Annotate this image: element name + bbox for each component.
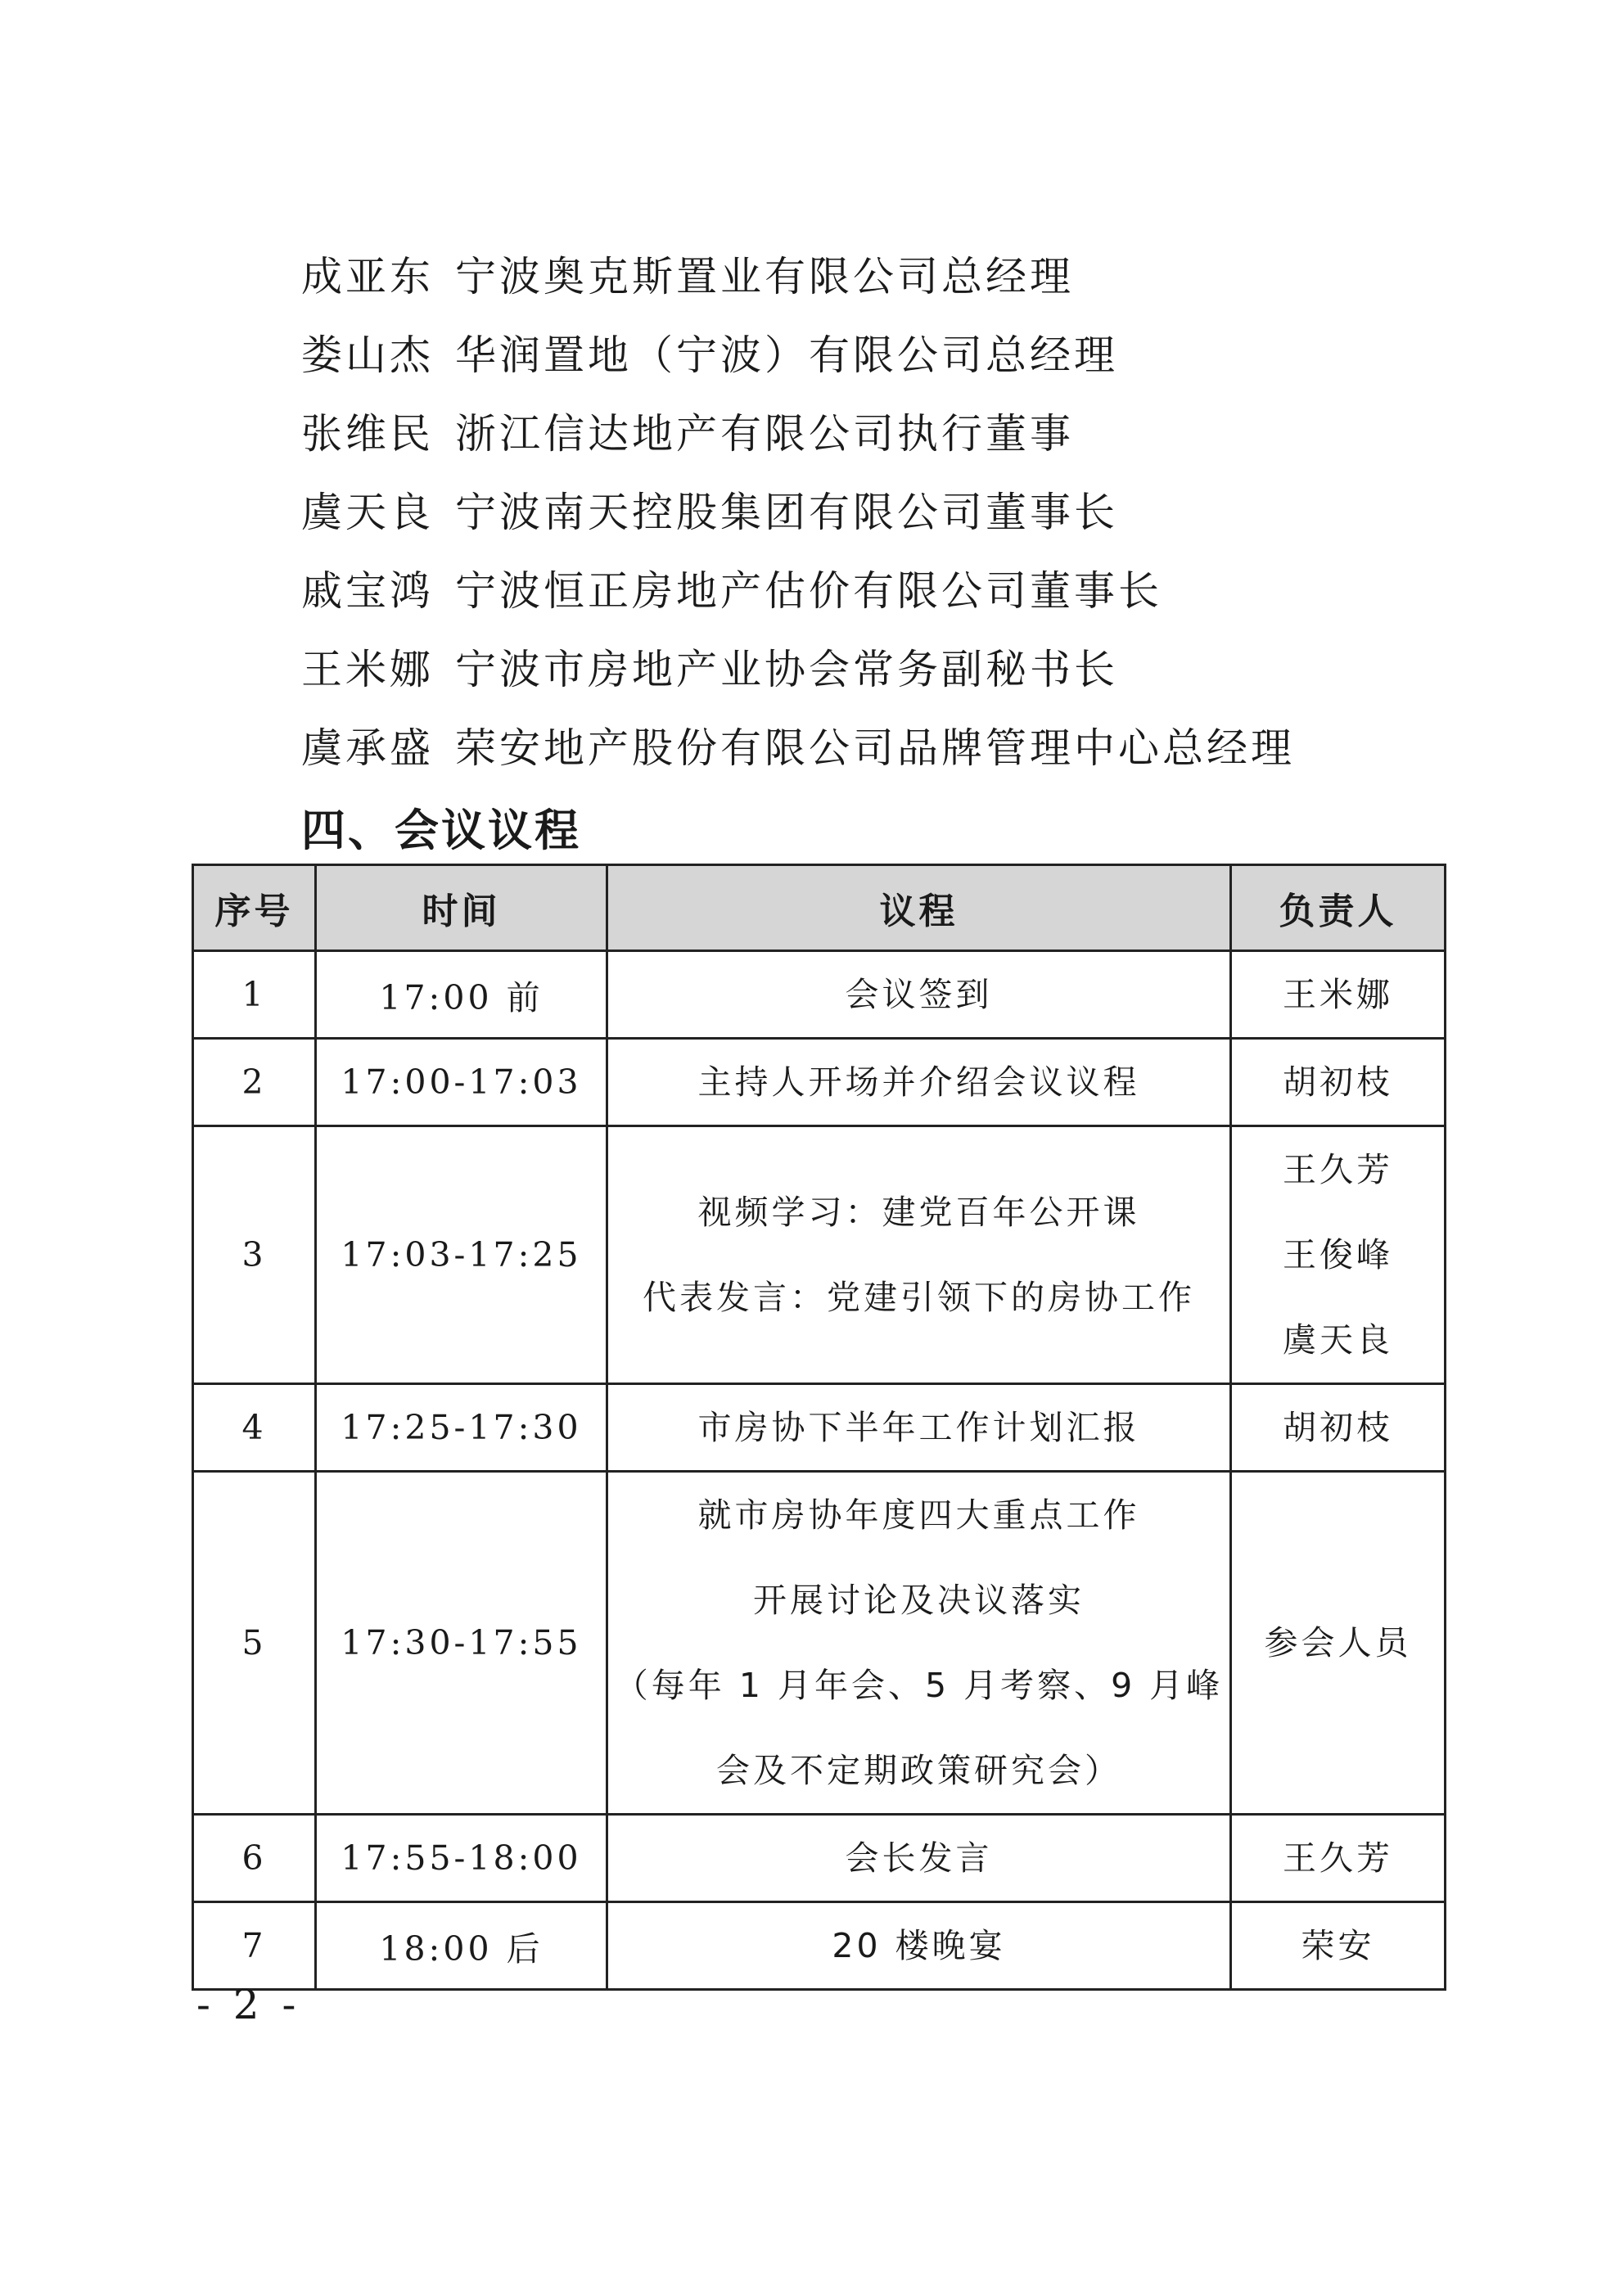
item-line: 开展讨论及决议落实	[753, 1581, 1085, 1620]
attendee-name: 虞天良	[301, 489, 434, 536]
attendee-row	[301, 237, 1295, 316]
attendee-row	[301, 709, 1295, 787]
row-owner	[1231, 1902, 1446, 1990]
table-row	[193, 1902, 1446, 1990]
header-time: 时间	[316, 865, 607, 951]
table-row	[193, 1126, 1446, 1384]
item-line: 会长发言	[845, 1838, 993, 1878]
attendee-title: 华润置地（宁波）有限公司总经理	[455, 332, 1118, 379]
row-time: 18:00 后	[316, 1902, 607, 1990]
row-no: 5	[193, 1472, 316, 1815]
table-row	[193, 1384, 1446, 1472]
attendee-row	[301, 552, 1295, 630]
row-owner	[1231, 1126, 1446, 1384]
row-item	[607, 1126, 1231, 1384]
row-time: 17:03-17:25	[316, 1126, 607, 1384]
row-owner	[1231, 1472, 1446, 1815]
row-owner	[1231, 1815, 1446, 1902]
header-item: 议程	[607, 865, 1231, 951]
row-time: 17:55-18:00	[316, 1815, 607, 1902]
owner-line: 荣安	[1301, 1926, 1375, 1965]
row-item	[607, 1472, 1231, 1815]
row-owner	[1231, 1384, 1446, 1472]
row-no: 7	[193, 1902, 316, 1990]
table-row	[193, 1815, 1446, 1902]
attendee-title: 宁波南天控股集团有限公司董事长	[455, 489, 1118, 536]
owner-line: 王俊峰	[1283, 1235, 1393, 1274]
attendee-list	[301, 237, 1295, 787]
item-line: （每年 1 月年会、5 月考察、9 月峰	[614, 1666, 1224, 1705]
row-no: 2	[193, 1039, 316, 1126]
attendee-row	[301, 473, 1295, 552]
table-row	[193, 1472, 1446, 1815]
item-line: 会议签到	[845, 975, 993, 1014]
table-row	[193, 951, 1446, 1039]
row-no: 3	[193, 1126, 316, 1384]
owner-line: 胡初枝	[1283, 1408, 1393, 1447]
attendee-title: 浙江信达地产有限公司执行董事	[455, 410, 1074, 458]
owner-line: 参会人员	[1264, 1623, 1412, 1662]
item-line: 20 楼晚宴	[832, 1926, 1006, 1965]
item-line: 主持人开场并介绍会议议程	[697, 1062, 1140, 1102]
row-time: 17:25-17:30	[316, 1384, 607, 1472]
header-owner: 负责人	[1231, 865, 1446, 951]
owner-line: 王久芳	[1283, 1838, 1393, 1878]
row-no: 1	[193, 951, 316, 1039]
owner-line: 王久芳	[1283, 1150, 1393, 1189]
row-time: 17:30-17:55	[316, 1472, 607, 1815]
row-no: 6	[193, 1815, 316, 1902]
attendee-name: 娄山杰	[301, 332, 434, 379]
attendee-name: 戚宝鸿	[301, 567, 434, 615]
row-time: 17:00-17:03	[316, 1039, 607, 1126]
agenda-header-row	[193, 865, 1446, 951]
attendee-title: 宁波奥克斯置业有限公司总经理	[455, 253, 1074, 300]
item-line: 会及不定期政策研究会）	[716, 1751, 1121, 1790]
row-item	[607, 1902, 1231, 1990]
item-line: 就市房协年度四大重点工作	[697, 1495, 1140, 1535]
item-line: 市房协下半年工作计划汇报	[697, 1408, 1140, 1447]
owner-line: 虞天良	[1283, 1320, 1393, 1360]
attendee-row	[301, 630, 1295, 709]
row-owner	[1231, 1039, 1446, 1126]
attendee-name: 王米娜	[301, 646, 434, 693]
attendee-name: 虞承盛	[301, 724, 434, 772]
row-no: 4	[193, 1384, 316, 1472]
row-item	[607, 1039, 1231, 1126]
header-no: 序号	[193, 865, 316, 951]
attendee-row	[301, 395, 1295, 473]
attendee-title: 宁波恒正房地产估价有限公司董事长	[455, 567, 1162, 615]
attendee-name: 成亚东	[301, 253, 434, 300]
attendee-title: 荣安地产股份有限公司品牌管理中心总经理	[455, 724, 1295, 772]
row-item	[607, 1384, 1231, 1472]
row-item	[607, 951, 1231, 1039]
attendee-name: 张维民	[301, 410, 434, 458]
item-line: 代表发言：党建引领下的房协工作	[643, 1278, 1195, 1317]
item-line: 视频学习：建党百年公开课	[697, 1193, 1140, 1232]
page-number: - 2 -	[196, 1981, 301, 2028]
agenda-table	[192, 864, 1446, 1991]
row-item	[607, 1815, 1231, 1902]
owner-line: 王米娜	[1283, 975, 1393, 1014]
row-time: 17:00 前	[316, 951, 607, 1039]
owner-line: 胡初枝	[1283, 1062, 1393, 1102]
row-owner	[1231, 951, 1446, 1039]
table-row	[193, 1039, 1446, 1126]
attendee-title: 宁波市房地产业协会常务副秘书长	[455, 646, 1118, 693]
attendee-row	[301, 316, 1295, 395]
section-title: 四、会议议程	[301, 805, 581, 856]
